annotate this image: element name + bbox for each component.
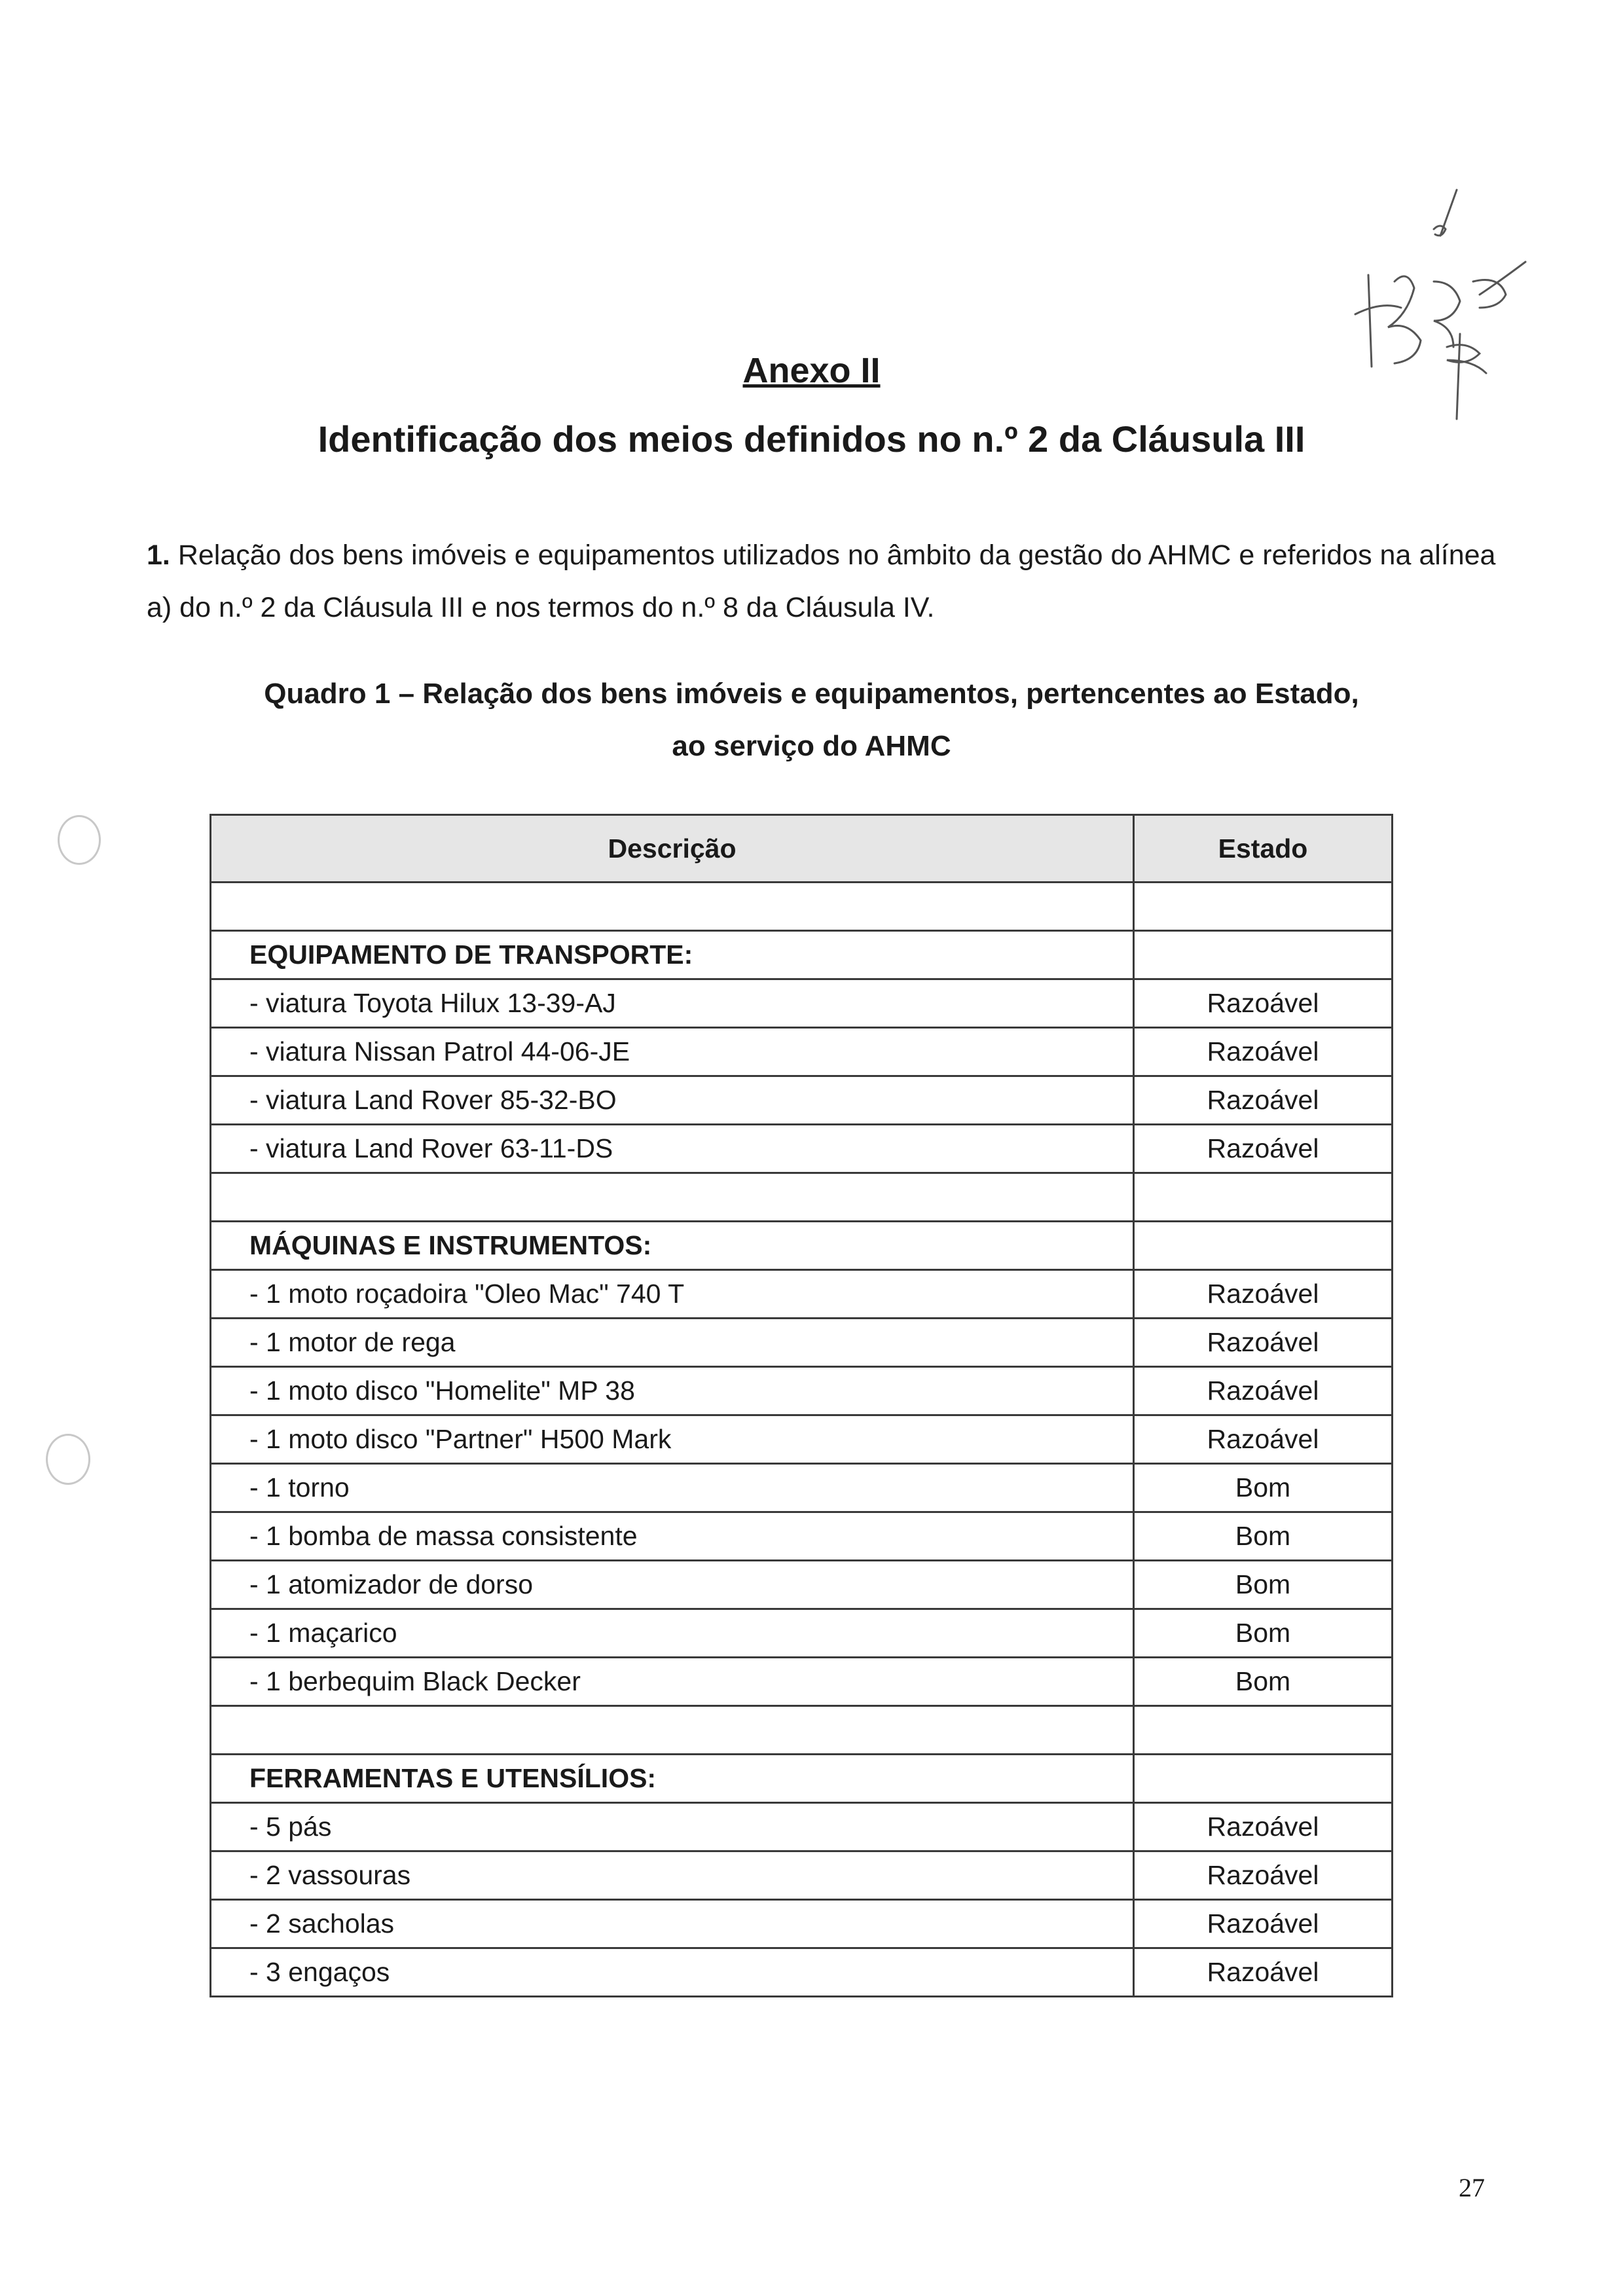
table-row — [211, 1658, 1393, 1706]
cell-descricao: - 1 moto disco "Partner" H500 Mark — [211, 1415, 1134, 1464]
cell-estado: Razoável — [1134, 979, 1393, 1028]
cell-descricao: - 1 berbequim Black Decker — [211, 1658, 1134, 1706]
intro-paragraph — [147, 529, 1515, 634]
cell-descricao: - 1 motor de rega — [211, 1319, 1134, 1367]
table-section-row — [211, 931, 1393, 979]
handwritten-initials — [1342, 183, 1558, 432]
table-blank-row — [211, 883, 1393, 931]
cell-descricao — [211, 1173, 1134, 1222]
cell-estado — [1134, 1173, 1393, 1222]
punch-hole-bottom — [46, 1434, 90, 1485]
cell-estado: Bom — [1134, 1609, 1393, 1658]
cell-descricao: - 3 engaços — [211, 1948, 1134, 1997]
table-section-row — [211, 1755, 1393, 1803]
cell-descricao: - 1 maçarico — [211, 1609, 1134, 1658]
cell-descricao: - 1 moto roçadoira "Oleo Mac" 740 T — [211, 1270, 1134, 1319]
cell-estado: Razoável — [1134, 1028, 1393, 1076]
equipment-table — [210, 814, 1393, 1997]
table-row — [211, 1609, 1393, 1658]
cell-estado: Razoável — [1134, 1415, 1393, 1464]
table-blank-row — [211, 1706, 1393, 1755]
table-row — [211, 1900, 1393, 1948]
cell-descricao: - 1 moto disco "Homelite" MP 38 — [211, 1367, 1134, 1415]
table-row — [211, 1415, 1393, 1464]
cell-estado: Razoável — [1134, 1367, 1393, 1415]
table-row — [211, 1076, 1393, 1125]
cell-estado — [1134, 883, 1393, 931]
cell-estado: Razoável — [1134, 1125, 1393, 1173]
cell-estado: Razoável — [1134, 1803, 1393, 1851]
cell-estado: Razoável — [1134, 1851, 1393, 1900]
cell-descricao: - 2 vassouras — [211, 1851, 1134, 1900]
cell-descricao: - 1 torno — [211, 1464, 1134, 1512]
table-body — [211, 883, 1393, 1997]
cell-descricao: - 1 atomizador de dorso — [211, 1561, 1134, 1609]
intro-text: Relação dos bens imóveis e equipamentos utilizados no âmbito da gestão do AHMC e referidos na alínea a) do n.º 2 da Cláusula III e nos termos do n.º 8 da Cláusula IV. — [147, 539, 1496, 623]
table-row — [211, 1512, 1393, 1561]
cell-estado — [1134, 1706, 1393, 1755]
table-row — [211, 1464, 1393, 1512]
cell-descricao: FERRAMENTAS E UTENSÍLIOS: — [211, 1755, 1134, 1803]
cell-descricao: EQUIPAMENTO DE TRANSPORTE: — [211, 931, 1134, 979]
table-section-row — [211, 1222, 1393, 1270]
table-caption — [0, 668, 1623, 773]
cell-descricao — [211, 883, 1134, 931]
table-header-row — [211, 815, 1393, 883]
cell-estado: Bom — [1134, 1512, 1393, 1561]
cell-estado: Razoável — [1134, 1319, 1393, 1367]
cell-descricao: - viatura Toyota Hilux 13-39-AJ — [211, 979, 1134, 1028]
cell-descricao: - viatura Nissan Patrol 44-06-JE — [211, 1028, 1134, 1076]
cell-estado: Bom — [1134, 1658, 1393, 1706]
cell-estado: Bom — [1134, 1464, 1393, 1512]
punch-hole-top — [58, 815, 101, 865]
table-row — [211, 1948, 1393, 1997]
intro-number: 1. — [147, 539, 170, 571]
cell-descricao: MÁQUINAS E INSTRUMENTOS: — [211, 1222, 1134, 1270]
page-subtitle: Identificação dos meios definidos no n.º 2 da Cláusula III — [318, 418, 1305, 460]
cell-descricao: - 1 bomba de massa consistente — [211, 1512, 1134, 1561]
cell-estado — [1134, 1755, 1393, 1803]
cell-descricao: - 2 sacholas — [211, 1900, 1134, 1948]
header-descricao: Descrição — [211, 815, 1134, 883]
table-row — [211, 1270, 1393, 1319]
cell-estado — [1134, 1222, 1393, 1270]
cell-descricao — [211, 1706, 1134, 1755]
cell-estado: Bom — [1134, 1561, 1393, 1609]
table-row — [211, 979, 1393, 1028]
caption-line-1: Quadro 1 – Relação dos bens imóveis e equipamentos, pertencentes ao Estado, — [264, 678, 1359, 710]
table-row — [211, 1125, 1393, 1173]
cell-estado: Razoável — [1134, 1270, 1393, 1319]
cell-descricao: - viatura Land Rover 85-32-BO — [211, 1076, 1134, 1125]
cell-descricao: - 5 pás — [211, 1803, 1134, 1851]
header-estado: Estado — [1134, 815, 1393, 883]
table-row — [211, 1561, 1393, 1609]
cell-estado: Razoável — [1134, 1076, 1393, 1125]
cell-estado: Razoável — [1134, 1948, 1393, 1997]
cell-estado: Razoável — [1134, 1900, 1393, 1948]
table-row — [211, 1319, 1393, 1367]
caption-line-2: ao serviço do AHMC — [672, 730, 951, 762]
cell-estado — [1134, 931, 1393, 979]
table-row — [211, 1851, 1393, 1900]
page-title: Anexo II — [742, 351, 881, 390]
table-row — [211, 1028, 1393, 1076]
table-row — [211, 1367, 1393, 1415]
cell-descricao: - viatura Land Rover 63-11-DS — [211, 1125, 1134, 1173]
page-number: 27 — [1459, 2173, 1485, 2202]
table-blank-row — [211, 1173, 1393, 1222]
table-row — [211, 1803, 1393, 1851]
